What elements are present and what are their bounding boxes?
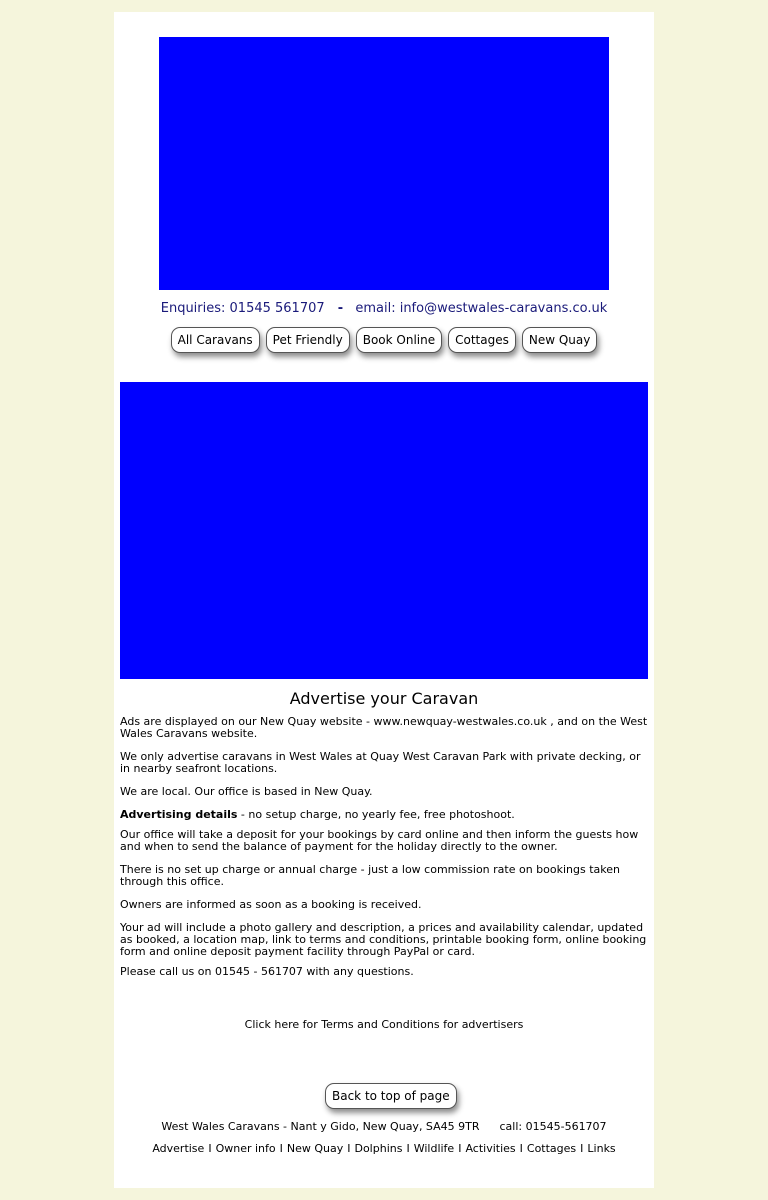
nav-cottages-button[interactable]: Cottages: [448, 327, 516, 353]
enquiries-phone[interactable]: Enquiries: 01545 561707: [160, 301, 325, 316]
footer-link-dolphins[interactable]: Dolphins: [354, 1142, 403, 1155]
footer-link-links[interactable]: Links: [587, 1142, 616, 1155]
paragraph-owners-informed: Owners are informed as soon as a booking is received.: [120, 898, 422, 911]
main-content: [120, 688, 648, 989]
nav-pet-friendly-button[interactable]: Pet Friendly: [266, 327, 350, 353]
footer-separator: I: [519, 1142, 523, 1155]
footer-link-activities[interactable]: Activities: [465, 1142, 516, 1155]
page-title: Advertise your Caravan: [289, 689, 479, 708]
enquiries-email[interactable]: email: info@westwales-caravans.co.uk: [355, 301, 608, 316]
enquiries-line: [114, 301, 654, 316]
footer-link-cottages[interactable]: Cottages: [526, 1142, 577, 1155]
footer-separator: I: [279, 1142, 283, 1155]
footer-address-text: West Wales Caravans - Nant y Gido, New Quay, SA45 9TR: [161, 1120, 480, 1133]
footer-links: [114, 1142, 654, 1155]
header-banner-image: [159, 37, 609, 290]
nav-new-quay-button[interactable]: New Quay: [522, 327, 598, 353]
advertising-details-text: - no setup charge, no yearly fee, free photoshoot.: [237, 808, 515, 821]
footer-link-wildlife[interactable]: Wildlife: [413, 1142, 455, 1155]
enquiries-separator: -: [337, 301, 344, 316]
page-container: [114, 12, 654, 1188]
advertising-details-label: Advertising details: [120, 808, 238, 821]
footer-address: [114, 1120, 654, 1133]
paragraph-ad-includes: Your ad will include a photo gallery and description, a prices and availability calendar, updated as booked, a location map, link to terms and conditions, printable booking form, online booking form and online deposit payment facility through PayPal or card.: [120, 921, 647, 958]
footer-link-advertise[interactable]: Advertise: [152, 1142, 205, 1155]
footer-separator: I: [580, 1142, 584, 1155]
paragraph-west-wales-only: We only advertise caravans in West Wales at Quay West Caravan Park with private decking, or in nearby seafront locations.: [120, 750, 641, 775]
footer-link-owner-info[interactable]: Owner info: [215, 1142, 276, 1155]
terms-conditions-link[interactable]: Click here for Terms and Conditions for advertisers: [244, 1018, 524, 1031]
nav-book-online-button[interactable]: Book Online: [356, 327, 442, 353]
footer-separator: I: [208, 1142, 212, 1155]
footer-separator: I: [406, 1142, 410, 1155]
footer-separator: I: [458, 1142, 462, 1155]
footer-link-new-quay[interactable]: New Quay: [286, 1142, 344, 1155]
footer-call-text: call: 01545-561707: [499, 1120, 607, 1133]
back-to-top-button[interactable]: Back to top of page: [325, 1083, 457, 1109]
paragraph-deposit: Our office will take a deposit for your bookings by card online and then inform the guests how and when to send the balance of payment for the holiday directly to the owner.: [120, 828, 639, 853]
paragraph-ads-displayed: Ads are displayed on our New Quay website - www.newquay-westwales.co.uk , and on the West Wales Caravans website.: [120, 715, 648, 740]
paragraph-advertising-details: [120, 809, 648, 821]
paragraph-no-setup-charge: There is no set up charge or annual charge - just a low commission rate on bookings taken through this office.: [120, 863, 621, 888]
paragraph-local-office: We are local. Our office is based in New Quay.: [120, 785, 373, 798]
nav-all-caravans-button[interactable]: All Caravans: [171, 327, 260, 353]
main-nav: [114, 327, 654, 353]
main-caravan-image: [120, 382, 648, 679]
footer-separator: I: [347, 1142, 351, 1155]
paragraph-call-us: Please call us on 01545 - 561707 with any questions.: [120, 965, 414, 978]
